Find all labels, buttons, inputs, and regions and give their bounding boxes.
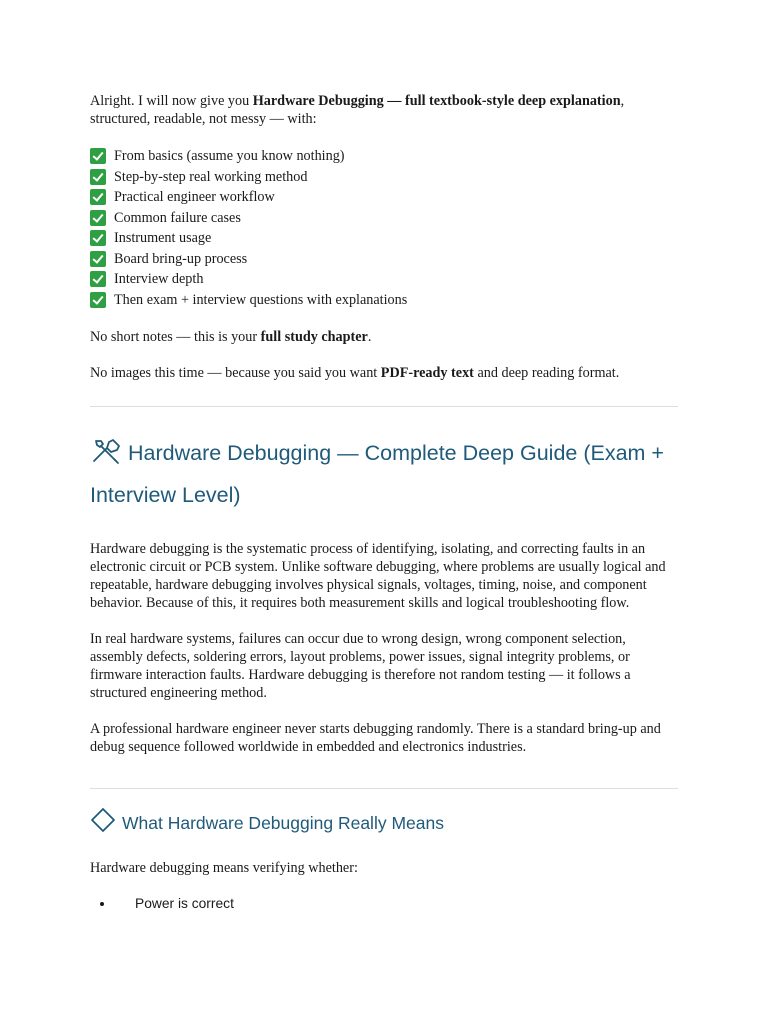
check-mark-icon (90, 271, 106, 287)
check-mark-icon (90, 230, 106, 246)
intro-bold-title: Hardware Debugging — full textbook-style deep explanation (252, 93, 621, 109)
feature-checklist (90, 146, 678, 310)
check-mark-icon (90, 210, 106, 226)
short-notes-paragraph: No short notes — this is your full study chapter. (90, 329, 372, 345)
bullet-list (90, 895, 678, 913)
check-mark-icon (90, 148, 106, 164)
checklist-item: Common failure cases (90, 208, 678, 229)
checklist-item: Then exam + interview questions with explanations (90, 290, 678, 311)
check-mark-icon (90, 251, 106, 267)
intro-tail: , structured, readable, not messy — with: (90, 93, 625, 127)
checklist-item: Interview depth (90, 269, 678, 290)
body-paragraph: In real hardware systems, failures can occur due to wrong design, wrong component selection, assembly defects, soldering errors, layout problems, power issues, signal integrity problems, or firmware interaction faults. Hardware debugging is therefore not random testing — it follows a structured engineering method. (90, 631, 631, 701)
body-paragraph: A professional hardware engineer never starts debugging randomly. There is a standard bring-up and debug sequence followed worldwide in embedded and electronics industries. (90, 721, 661, 755)
list-item: • Power is correct (115, 895, 678, 913)
check-mark-icon (90, 169, 106, 185)
body-paragraph: Hardware debugging is the systematic process of identifying, isolating, and correcting faults in an electronic circuit or PCB system. Unlike software debugging, where problems are usually logical and repeatable, hardware debugging involves physical signals, voltages, timing, noise, and component behavior. Because of this, it requires both measurement skills and logical troubleshooting flow. (90, 541, 666, 611)
check-mark-icon (90, 292, 106, 308)
checklist-item: Instrument usage (90, 228, 678, 249)
subsection-heading: What Hardware Debugging Really Means (90, 807, 678, 839)
section-heading: Hardware Debugging — Complete Deep Guide (Exam + Interview Level) (90, 435, 678, 514)
checklist-item: Board bring-up process (90, 249, 678, 270)
divider (90, 406, 678, 407)
intro-paragraph (90, 92, 678, 128)
body-paragraph: Hardware debugging means verifying whether: (90, 860, 358, 876)
tools-icon (90, 437, 122, 477)
checklist-item: Practical engineer workflow (90, 187, 678, 208)
check-mark-icon (90, 189, 106, 205)
document-page (90, 92, 678, 913)
checklist-item: From basics (assume you know nothing) (90, 146, 678, 167)
diamond-icon (90, 807, 116, 839)
intro-lead: Alright. I will now give you (90, 93, 253, 109)
divider (90, 788, 678, 789)
images-note-paragraph: No images this time — because you said you want PDF-ready text and deep reading format. (90, 365, 620, 381)
checklist-item: Step-by-step real working method (90, 167, 678, 188)
